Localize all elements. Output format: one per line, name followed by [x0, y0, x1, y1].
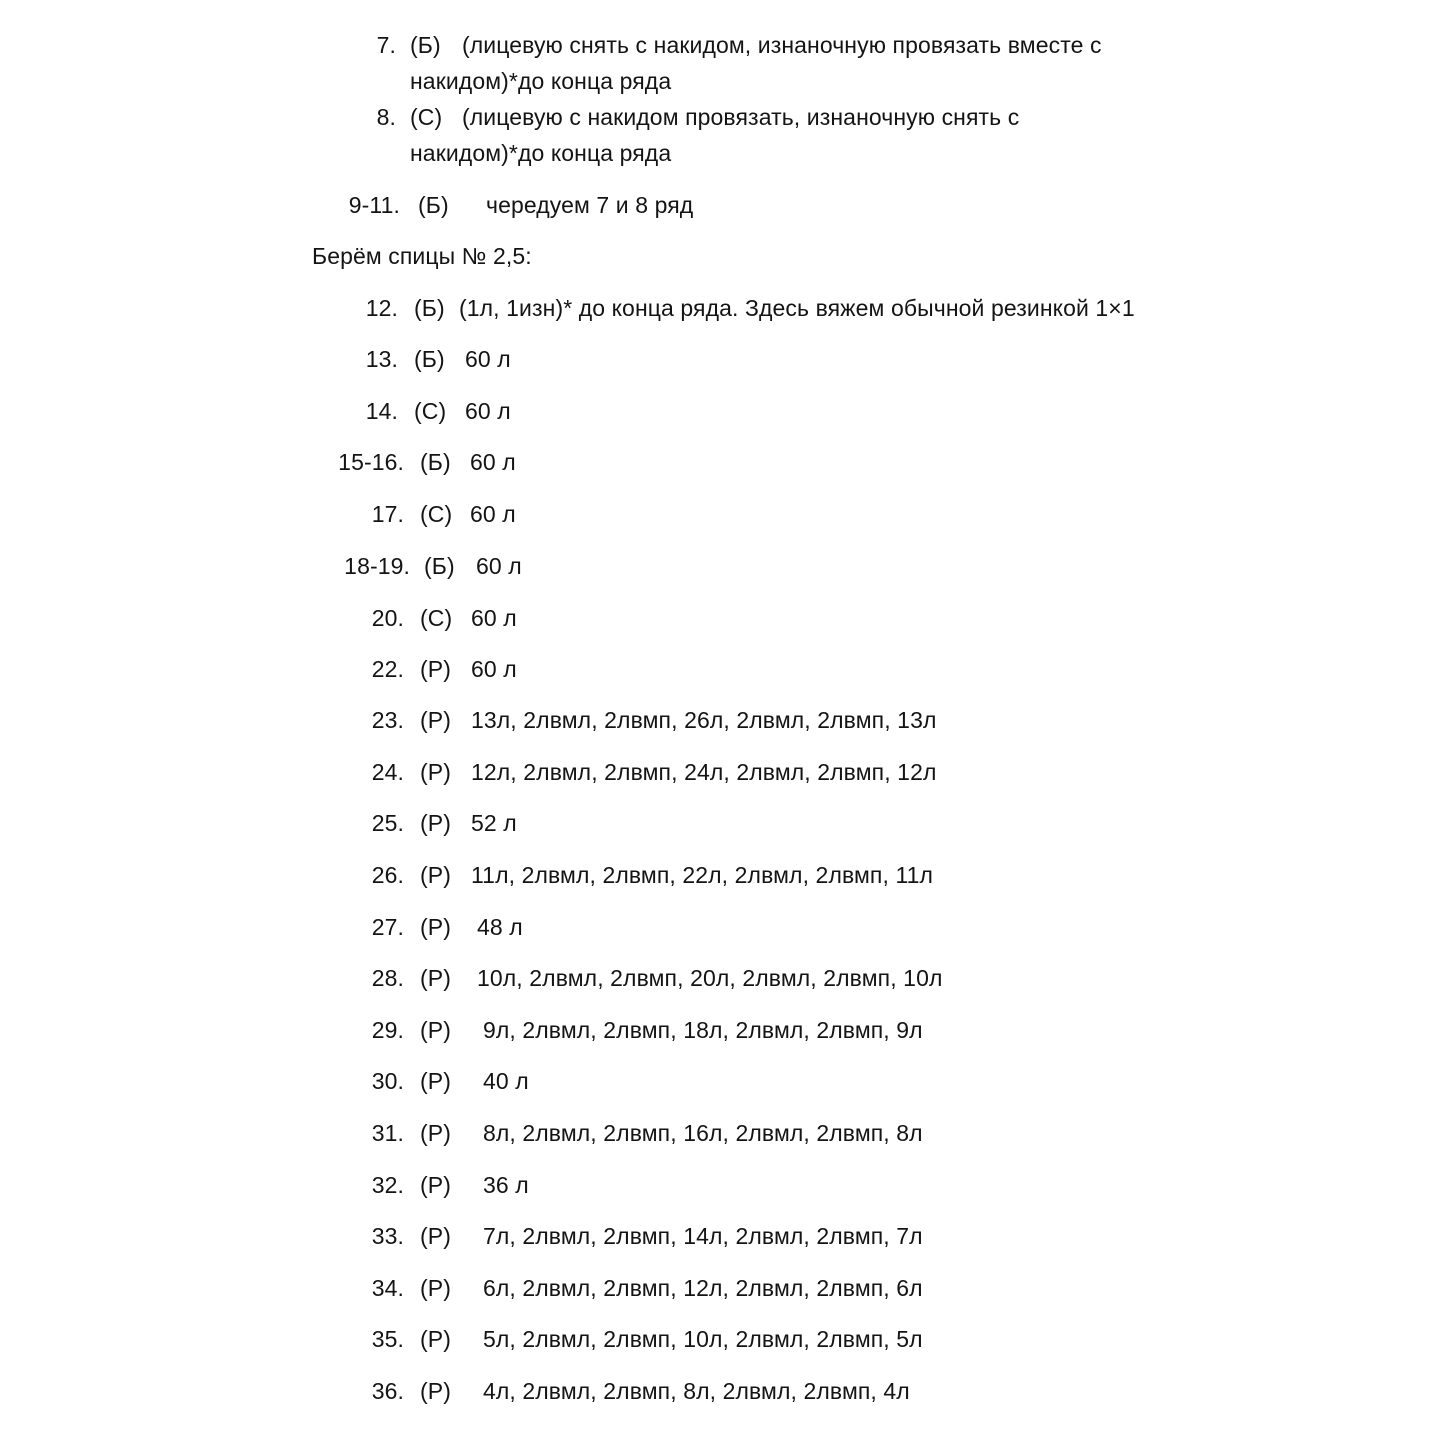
instruction-row — [0, 451, 1440, 481]
instruction-row — [0, 297, 1440, 327]
row-number: 27. — [371, 914, 404, 940]
row-color-code: (Р) — [420, 862, 451, 888]
row-text: 60 л — [471, 656, 517, 682]
row-number: 34. — [371, 1275, 404, 1301]
row-color-code: (Б) — [410, 32, 441, 58]
instruction-row — [0, 916, 1440, 946]
row-number: 7. — [376, 32, 396, 58]
row-color-code: (Р) — [420, 1223, 451, 1249]
instruction-row — [0, 658, 1440, 688]
instruction-row — [0, 1122, 1440, 1152]
row-color-code: (С) — [410, 104, 443, 130]
instruction-row — [0, 1225, 1440, 1255]
row-color-code: (Б) — [414, 346, 445, 372]
row-text-line-1: (лицевую с накидом провязать, изнаночную снять с — [462, 104, 1020, 130]
row-text: 4л, 2лвмл, 2лвмп, 8л, 2лвмл, 2лвмп, 4л — [483, 1378, 910, 1404]
row-number: 25. — [371, 810, 404, 836]
instruction-row — [0, 400, 1440, 430]
row-number: 33. — [371, 1223, 404, 1249]
row-number: 13. — [365, 346, 398, 372]
row-text: 8л, 2лвмл, 2лвмп, 16л, 2лвмл, 2лвмп, 8л — [483, 1120, 923, 1146]
row-text-line-2: накидом)*до конца ряда — [410, 140, 672, 166]
instruction-row — [0, 967, 1440, 997]
row-text-line-2: накидом)*до конца ряда — [410, 68, 672, 94]
row-text: 13л, 2лвмл, 2лвмп, 26л, 2лвмл, 2лвмп, 13л — [471, 707, 937, 733]
row-number: 36. — [371, 1378, 404, 1404]
row-text: 36 л — [483, 1172, 529, 1198]
row-number: 18-19. — [344, 553, 410, 579]
instruction-row-7 — [0, 34, 1440, 94]
row-text: 9л, 2лвмл, 2лвмп, 18л, 2лвмл, 2лвмп, 9л — [483, 1017, 923, 1043]
instruction-row — [0, 864, 1440, 894]
row-color-code: (Р) — [420, 965, 451, 991]
row-color-code: (Р) — [420, 914, 451, 940]
row-color-code: (Б) — [418, 192, 449, 218]
row-text: чередуем 7 и 8 ряд — [486, 192, 694, 218]
row-number: 20. — [371, 605, 404, 631]
row-number: 32. — [371, 1172, 404, 1198]
instruction-row — [0, 1019, 1440, 1049]
row-color-code: (С) — [414, 398, 447, 424]
row-number: 8. — [376, 104, 396, 130]
row-text: 60 л — [476, 553, 522, 579]
instruction-row — [0, 1380, 1440, 1410]
row-number: 30. — [371, 1068, 404, 1094]
row-color-code: (Р) — [420, 656, 451, 682]
row-number: 22. — [371, 656, 404, 682]
row-number: 35. — [371, 1326, 404, 1352]
row-color-code: (Р) — [420, 1326, 451, 1352]
row-text: 52 л — [471, 810, 517, 836]
row-color-code: (Р) — [420, 1172, 451, 1198]
row-number: 12. — [365, 295, 398, 321]
row-color-code: (Р) — [420, 1120, 451, 1146]
row-color-code: (Б) — [424, 553, 455, 579]
row-text: 7л, 2лвмл, 2лвмп, 14л, 2лвмл, 2лвмп, 7л — [483, 1223, 923, 1249]
row-number: 9-11. — [348, 192, 400, 218]
row-color-code: (С) — [420, 605, 453, 631]
row-text: 60 л — [470, 501, 516, 527]
row-text: 40 л — [483, 1068, 529, 1094]
row-text: (1л, 1изн)* до конца ряда. Здесь вяжем обычной резинкой 1×1 — [459, 295, 1135, 321]
instruction-row — [0, 709, 1440, 739]
row-color-code: (Б) — [420, 449, 451, 475]
row-number: 17. — [371, 501, 404, 527]
row-color-code: (С) — [420, 501, 453, 527]
row-color-code: (Р) — [420, 1068, 451, 1094]
row-color-code: (Р) — [420, 810, 451, 836]
row-text: 5л, 2лвмл, 2лвмп, 10л, 2лвмл, 2лвмп, 5л — [483, 1326, 923, 1352]
instruction-row — [0, 503, 1440, 533]
row-text: 12л, 2лвмл, 2лвмп, 24л, 2лвмл, 2лвмп, 12л — [471, 759, 937, 785]
instruction-row — [0, 555, 1440, 585]
row-text: 10л, 2лвмл, 2лвмп, 20л, 2лвмл, 2лвмп, 10л — [477, 965, 943, 991]
instruction-row — [0, 1174, 1440, 1204]
row-number: 28. — [371, 965, 404, 991]
instruction-row — [0, 607, 1440, 637]
row-color-code: (Р) — [420, 1017, 451, 1043]
instruction-row — [0, 348, 1440, 378]
row-text: 60 л — [465, 346, 511, 372]
instruction-row-9-11 — [0, 194, 1440, 224]
row-text-line-1: (лицевую снять с накидом, изнаночную провязать вместе с — [462, 32, 1102, 58]
row-color-code: (Р) — [420, 1378, 451, 1404]
instruction-row — [0, 761, 1440, 791]
row-number: 31. — [371, 1120, 404, 1146]
instruction-row — [0, 1277, 1440, 1307]
instruction-row — [0, 812, 1440, 842]
row-color-code: (Р) — [420, 759, 451, 785]
needles-heading: Берём спицы № 2,5: — [312, 243, 532, 269]
row-number: 29. — [371, 1017, 404, 1043]
instruction-row — [0, 1070, 1440, 1100]
row-number: 15-16. — [338, 449, 404, 475]
row-text: 11л, 2лвмл, 2лвмп, 22л, 2лвмл, 2лвмп, 11л — [471, 862, 934, 888]
row-text: 60 л — [470, 449, 516, 475]
row-text: 60 л — [465, 398, 511, 424]
instruction-row-8 — [0, 106, 1440, 166]
row-text: 6л, 2лвмл, 2лвмп, 12л, 2лвмл, 2лвмп, 6л — [483, 1275, 923, 1301]
row-number: 23. — [371, 707, 404, 733]
row-number: 24. — [371, 759, 404, 785]
row-text: 60 л — [471, 605, 517, 631]
row-color-code: (Р) — [420, 1275, 451, 1301]
row-color-code: (Р) — [420, 707, 451, 733]
instruction-row — [0, 1328, 1440, 1358]
row-color-code: (Б) — [414, 295, 445, 321]
row-number: 26. — [371, 862, 404, 888]
row-number: 14. — [365, 398, 398, 424]
row-text: 48 л — [477, 914, 523, 940]
